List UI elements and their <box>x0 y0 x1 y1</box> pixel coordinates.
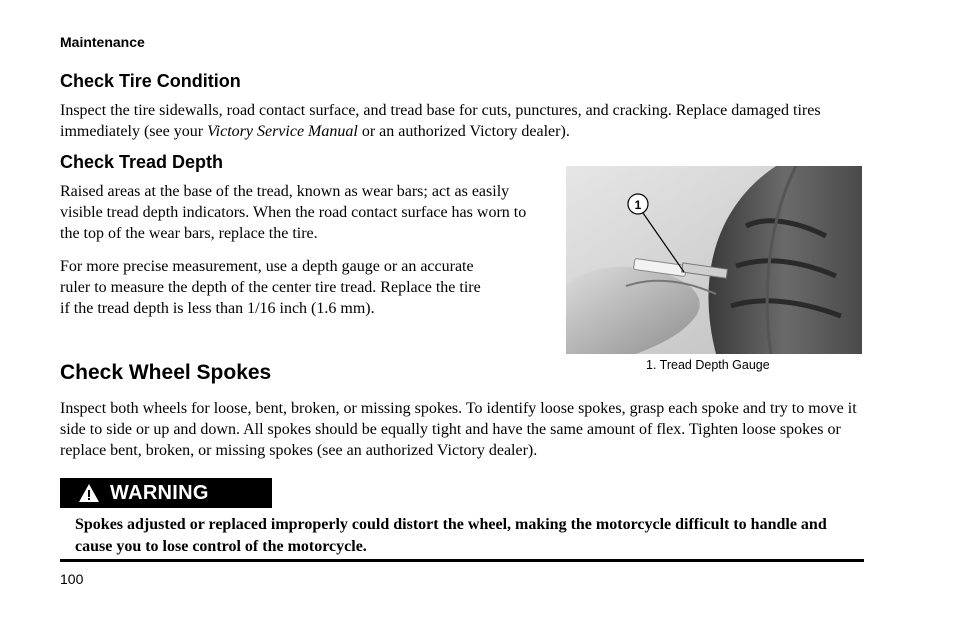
tire-condition-text <box>60 100 860 142</box>
tire-condition-text-part1: Inspect the tire sidewalls, road contact surface, and tread base for cuts, punctures, and cracking. Replace damaged tires immediately (see your <box>60 102 821 140</box>
service-manual-title: Victory Service Manual <box>207 123 358 140</box>
warning-text: Spokes adjusted or replaced improperly could distort the wheel, making the motorcycle difficult to handle and cause you to lose control of the motorcycle. <box>75 516 827 555</box>
tire-condition-text-part2: or an authorized Victory dealer). <box>357 123 570 140</box>
wheel-spokes-heading: Check Wheel Spokes <box>60 361 272 384</box>
section-label: Maintenance <box>60 34 145 50</box>
warning-banner <box>60 478 272 508</box>
tire-condition-heading: Check Tire Condition <box>60 71 241 91</box>
photo-illustration <box>566 166 862 354</box>
figure-caption: 1. Tread Depth Gauge <box>646 358 770 372</box>
tread-depth-gauge-photo <box>566 166 862 354</box>
wheel-spokes-text: Inspect both wheels for loose, bent, broken, or missing spokes. To identify loose spokes, grasp each spoke and try to move it side to side or up and down. All spokes should be equally tight and have the same amount of flex. Tighten loose spokes or replace bent, broken, or missing spokes (see an authorized Victory dealer). <box>60 400 857 459</box>
tread-depth-heading: Check Tread Depth <box>60 152 224 172</box>
warning-label: WARNING <box>110 481 209 504</box>
page-number: 100 <box>60 571 84 587</box>
warning-bottom-rule <box>60 559 864 562</box>
warning-triangle-icon <box>78 483 100 503</box>
figure-callout-number: 1 <box>634 198 642 212</box>
tread-depth-paragraph-2: For more precise measurement, use a depth gauge or an accurate ruler to measure the depth of the center tire tread. Replace the tire if the tread depth is less than 1/16 inch (1.6 mm). <box>60 258 481 317</box>
tread-depth-paragraph-1: Raised areas at the base of the tread, known as wear bars; act as easily visible tread depth indicators. When the road contact surface has worn to the top of the wear bars, replace the tire. <box>60 183 527 242</box>
